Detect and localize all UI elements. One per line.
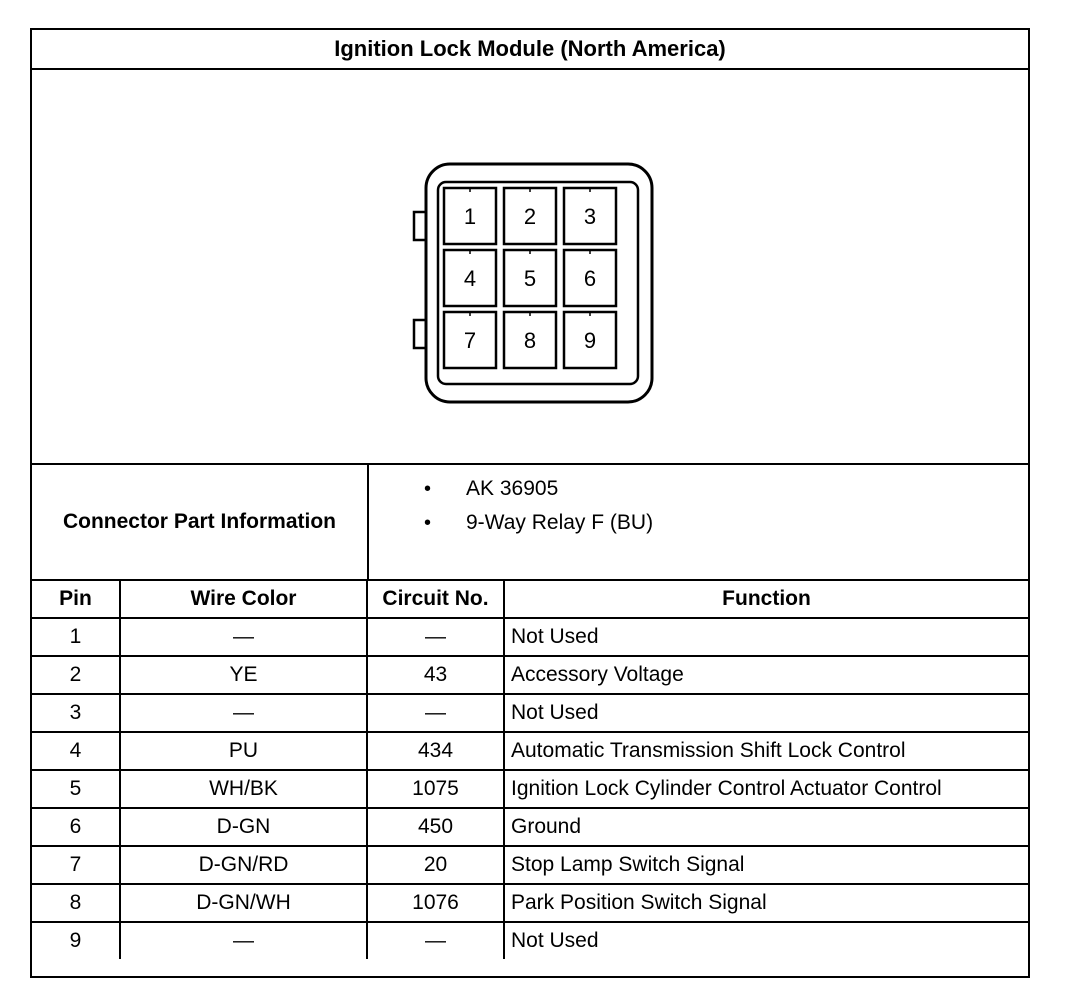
pin-number-cell: 5	[32, 770, 120, 808]
pin-number-label: 5	[523, 266, 537, 291]
function-cell: Not Used	[504, 694, 1028, 732]
pin-number-cell: 9	[32, 922, 120, 959]
page-title: Ignition Lock Module (North America)	[32, 30, 1028, 70]
part-number: AK 36905	[466, 477, 559, 500]
pin-number-cell: 7	[32, 846, 120, 884]
connector-pin-cavity	[564, 312, 616, 368]
header-circuit-no: Circuit No.	[367, 581, 504, 618]
connector-pin-cavity	[444, 250, 496, 306]
circuit-number-cell: —	[367, 618, 504, 656]
wire-color-cell: YE	[120, 656, 367, 694]
circuit-number-cell: —	[367, 694, 504, 732]
connector-sheet	[30, 28, 1030, 978]
function-cell: Automatic Transmission Shift Lock Control	[504, 732, 1028, 770]
table-row	[32, 846, 1028, 884]
function-cell: Park Position Switch Signal	[504, 884, 1028, 922]
circuit-number-cell: 20	[367, 846, 504, 884]
connector-part-info	[32, 465, 1028, 581]
header-wire-color: Wire Color	[120, 581, 367, 618]
pin-number-cell: 6	[32, 808, 120, 846]
circuit-number-cell: —	[367, 922, 504, 959]
function-cell: Accessory Voltage	[504, 656, 1028, 694]
table-header-row	[32, 581, 1028, 618]
table-row	[32, 694, 1028, 732]
wire-color-cell: WH/BK	[120, 770, 367, 808]
connector-pin-cavity	[564, 250, 616, 306]
table-row	[32, 618, 1028, 656]
circuit-number-cell: 1076	[367, 884, 504, 922]
pin-table	[32, 581, 1028, 959]
pin-number-label: 6	[583, 266, 597, 291]
wire-color-cell: —	[120, 922, 367, 959]
circuit-number-cell: 434	[367, 732, 504, 770]
circuit-number-cell: 450	[367, 808, 504, 846]
table-row	[32, 770, 1028, 808]
header-function: Function	[504, 581, 1028, 618]
header-pin: Pin	[32, 581, 120, 618]
connector-pin-cavity	[504, 250, 556, 306]
wire-color-cell: D-GN	[120, 808, 367, 846]
pin-number-label: 8	[523, 328, 537, 353]
table-row	[32, 808, 1028, 846]
part-info-list	[369, 465, 1028, 579]
table-row	[32, 884, 1028, 922]
bullet-icon: •	[424, 477, 432, 500]
table-row	[32, 656, 1028, 694]
circuit-number-cell: 43	[367, 656, 504, 694]
bullet-icon: •	[424, 511, 432, 534]
wire-color-cell: —	[120, 694, 367, 732]
pin-number-label: 2	[523, 204, 537, 229]
function-cell: Not Used	[504, 922, 1028, 959]
function-cell: Ignition Lock Cylinder Control Actuator Control	[504, 770, 1028, 808]
wire-color-cell: D-GN/RD	[120, 846, 367, 884]
wire-color-cell: D-GN/WH	[120, 884, 367, 922]
connector-pin-cavity	[444, 188, 496, 244]
pin-number-label: 7	[463, 328, 477, 353]
pin-number-label: 4	[463, 266, 477, 291]
connector-pin-cavity	[444, 312, 496, 368]
connector-pin-cavity	[564, 188, 616, 244]
pin-number-cell: 8	[32, 884, 120, 922]
pin-number-cell: 3	[32, 694, 120, 732]
pin-number-label: 3	[583, 204, 597, 229]
pin-number-label: 1	[463, 204, 477, 229]
circuit-number-cell: 1075	[367, 770, 504, 808]
wire-color-cell: PU	[120, 732, 367, 770]
connector-pin-cavity	[504, 188, 556, 244]
pin-number-cell: 2	[32, 656, 120, 694]
table-row	[32, 732, 1028, 770]
part-info-label: Connector Part Information	[32, 465, 369, 579]
connector-face-svg	[410, 160, 660, 405]
connector-diagram-area	[32, 70, 1028, 465]
connector-description: 9-Way Relay F (BU)	[466, 511, 654, 534]
pin-number-cell: 1	[32, 618, 120, 656]
function-cell: Stop Lamp Switch Signal	[504, 846, 1028, 884]
function-cell: Not Used	[504, 618, 1028, 656]
wire-color-cell: —	[120, 618, 367, 656]
part-info-item	[424, 477, 558, 501]
part-info-item	[424, 511, 653, 535]
connector-face-diagram	[410, 160, 660, 405]
pin-number-label: 9	[583, 328, 597, 353]
table-row	[32, 922, 1028, 959]
function-cell: Ground	[504, 808, 1028, 846]
pin-number-cell: 4	[32, 732, 120, 770]
connector-pin-cavity	[504, 312, 556, 368]
